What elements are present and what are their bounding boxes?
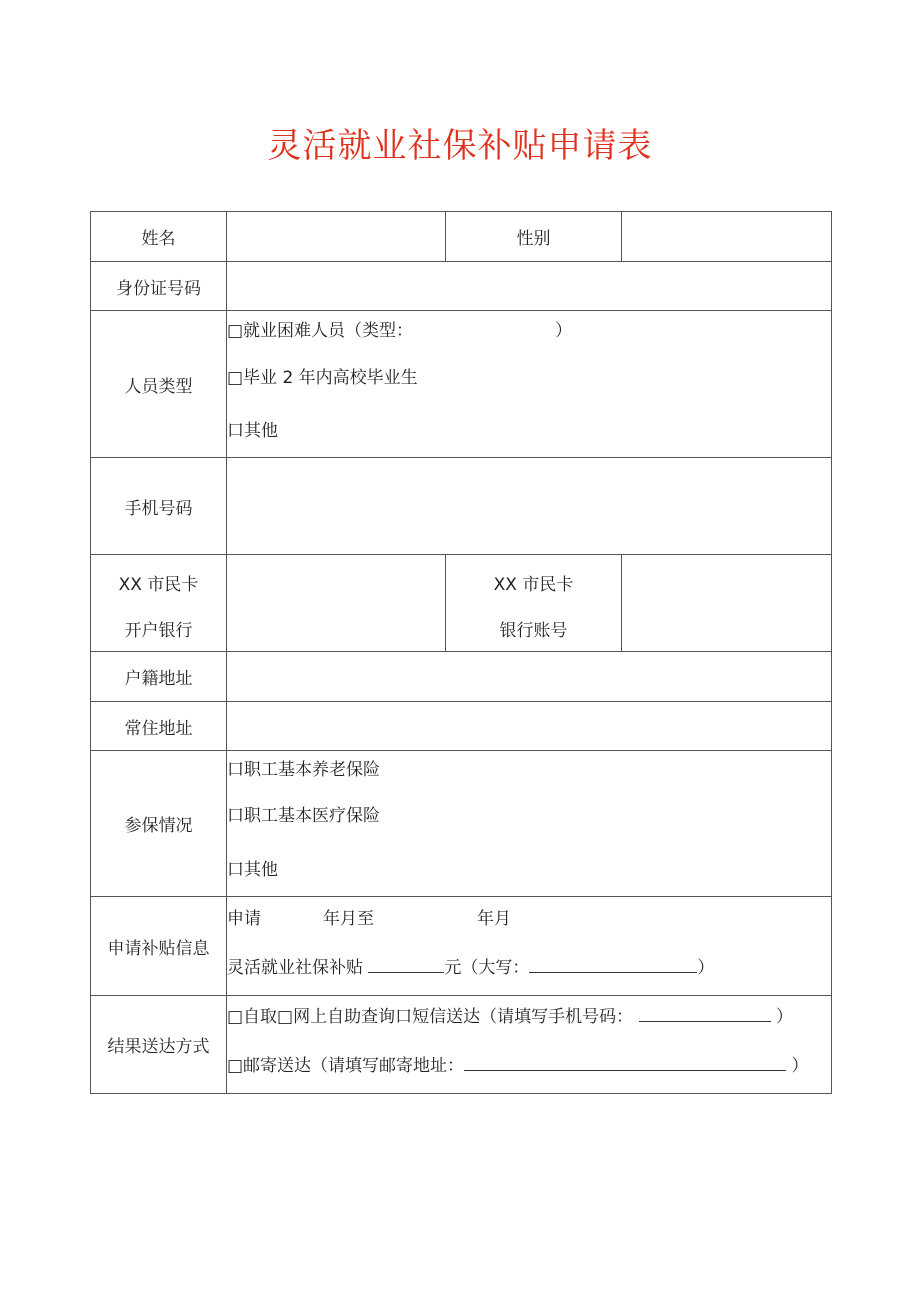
phone-field[interactable]	[227, 458, 832, 555]
resident-address-label: 常住地址	[91, 702, 227, 751]
id-number-label: 身份证号码	[91, 262, 227, 311]
bank-label-line2: 开户银行	[124, 620, 193, 641]
huji-address-field[interactable]	[227, 652, 832, 702]
subsidy-apply-text: 申请	[227, 909, 261, 929]
person-type-label: 人员类型	[91, 311, 227, 458]
subsidy-from-text: 年月至	[323, 909, 374, 929]
account-label-line1: XX 市民卡	[493, 574, 574, 595]
uppercase-amount-blank[interactable]	[529, 955, 697, 973]
phone-label: 手机号码	[91, 458, 227, 555]
phone-number-blank[interactable]	[639, 1004, 771, 1022]
delivery-line-mail	[227, 1039, 831, 1093]
name-label: 姓名	[91, 212, 227, 262]
person-type-option-other[interactable]: 口其他	[227, 421, 278, 441]
delivery-options	[227, 996, 832, 1094]
delivery-label: 结果送达方式	[91, 996, 227, 1094]
row-name-gender	[91, 212, 832, 262]
amount-blank[interactable]	[368, 955, 444, 973]
form-title: 灵活就业社保补贴申请表	[267, 126, 653, 166]
subsidy-to-text: 年月	[477, 909, 511, 929]
row-resident	[91, 702, 832, 751]
delivery-line2-close: ）	[791, 1056, 809, 1076]
insurance-option-pension[interactable]: 口职工基本养老保险	[227, 760, 380, 780]
account-field[interactable]	[622, 555, 832, 652]
name-field[interactable]	[227, 212, 446, 262]
subsidy-amount-text: 灵活就业社保补贴	[227, 958, 363, 978]
resident-address-field[interactable]	[227, 702, 832, 751]
row-insurance	[91, 751, 832, 897]
subsidy-amount-line	[227, 941, 831, 995]
subsidy-label: 申请补贴信息	[91, 897, 227, 996]
row-bank	[91, 555, 832, 652]
delivery-mail-text[interactable]: □邮寄送达（请填写邮寄地址：	[227, 1056, 465, 1076]
bank-label	[91, 555, 227, 652]
delivery-line-phone	[227, 996, 831, 1039]
application-form-table	[90, 211, 832, 1094]
subsidy-uppercase-text: 元（大写：	[444, 958, 530, 978]
option-close: ）	[555, 321, 573, 341]
insurance-option-medical[interactable]: 口职工基本医疗保险	[227, 806, 380, 826]
row-huji	[91, 652, 832, 702]
gender-field[interactable]	[622, 212, 832, 262]
row-delivery	[91, 996, 832, 1094]
subsidy-period-line[interactable]	[227, 897, 831, 941]
bank-label-line1: XX 市民卡	[118, 574, 199, 595]
person-type-option-hardship[interactable]	[227, 311, 831, 351]
row-id	[91, 262, 832, 311]
row-subsidy	[91, 897, 832, 996]
id-number-field[interactable]	[227, 262, 832, 311]
gender-label: 性别	[446, 212, 622, 262]
row-person-type	[91, 311, 832, 458]
option-text: □就业困难人员（类型：	[227, 321, 414, 341]
account-label	[446, 555, 622, 652]
subsidy-close: ）	[697, 958, 715, 978]
delivery-line1-close: ）	[775, 1007, 793, 1027]
mail-address-blank[interactable]	[464, 1053, 786, 1071]
row-phone	[91, 458, 832, 555]
subsidy-info	[227, 897, 832, 996]
account-label-line2: 银行账号	[499, 620, 568, 641]
insurance-label: 参保情况	[91, 751, 227, 897]
insurance-option-other[interactable]: 口其他	[227, 860, 278, 880]
bank-field[interactable]	[227, 555, 446, 652]
person-type-option-graduate[interactable]: □毕业 2 年内高校毕业生	[227, 368, 418, 388]
huji-address-label: 户籍地址	[91, 652, 227, 702]
insurance-options	[227, 751, 832, 897]
person-type-options	[227, 311, 832, 458]
delivery-options-text[interactable]: □自取□网上自助查询口短信送达（请填写手机号码：	[227, 1007, 634, 1027]
